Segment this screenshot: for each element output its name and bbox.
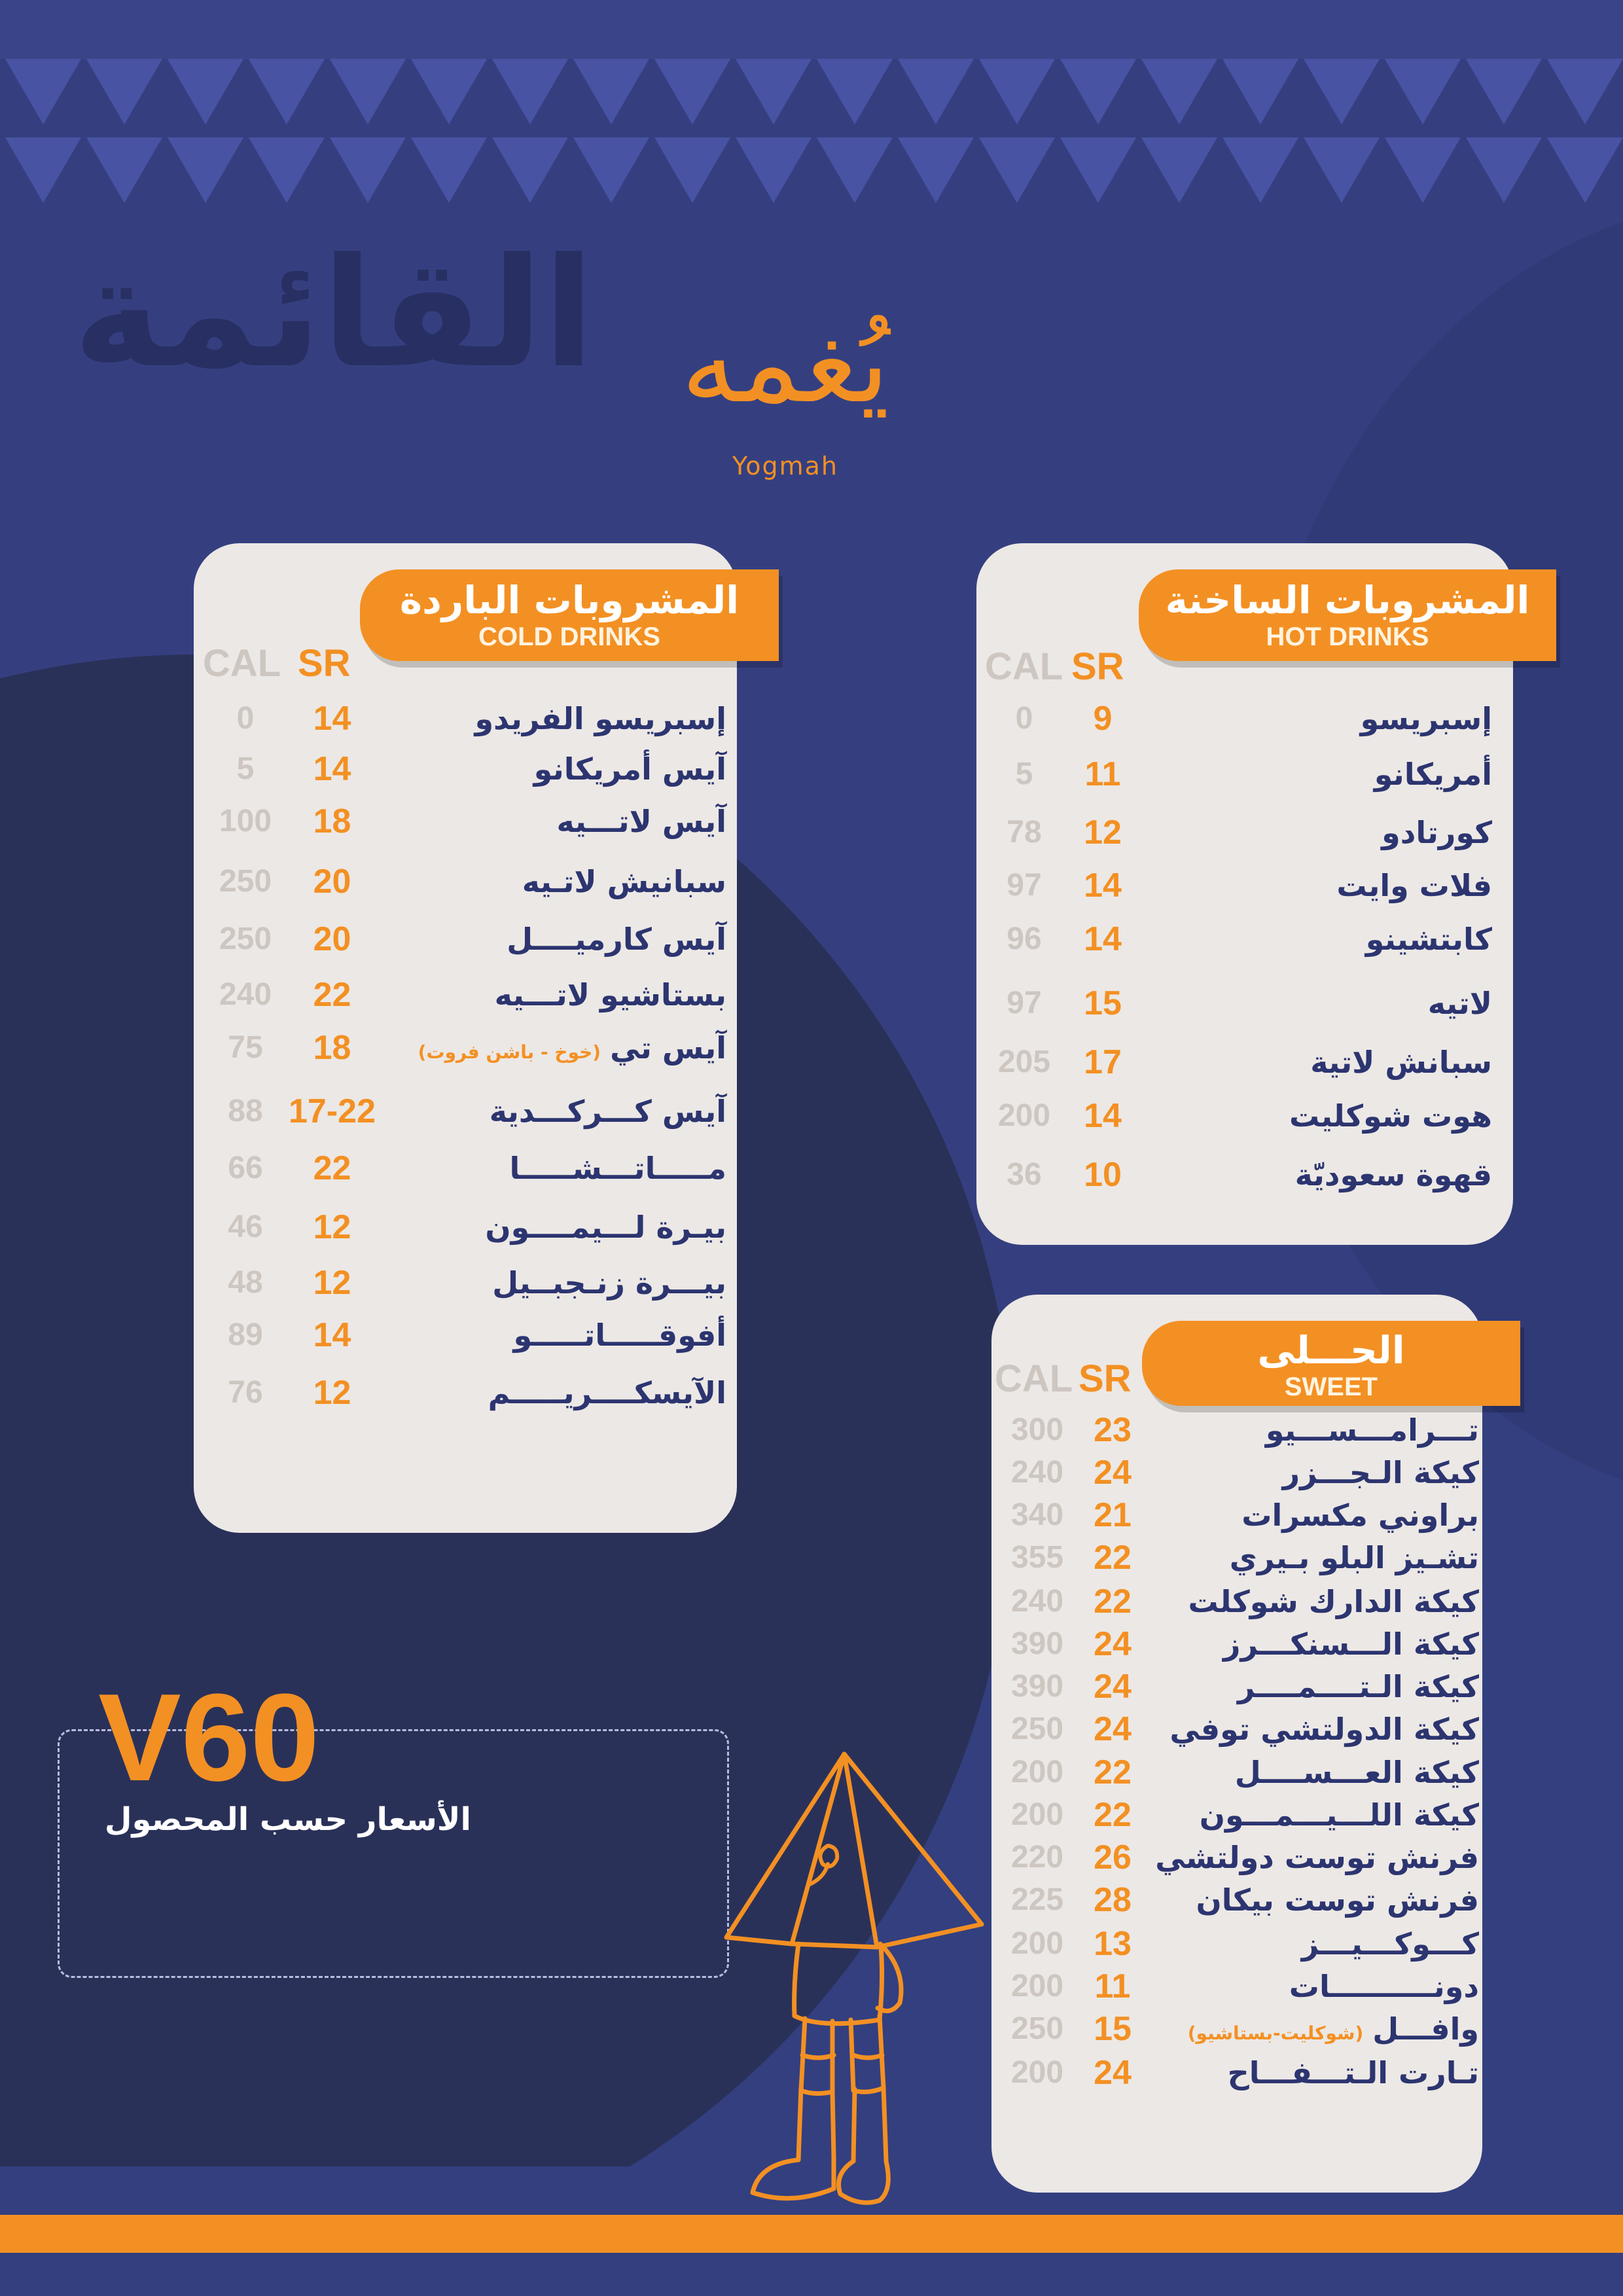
item-name-text: قهوة سعوديّة — [1294, 1157, 1492, 1193]
v60-subtitle: الأسعار حسب المحصول — [104, 1801, 471, 1838]
sweets-row — [995, 1835, 1479, 1880]
hot-drinks-row — [982, 1152, 1492, 1198]
item-name-text: كابتشينو — [1365, 922, 1492, 957]
item-calories: 200 — [1010, 1969, 1064, 2003]
item-name-text: لاتيه — [1427, 986, 1492, 1021]
triangle-shape — [1141, 59, 1217, 124]
hot-drinks-row — [982, 696, 1492, 742]
hot-sr-header: SR — [1071, 645, 1124, 688]
cold-drinks-row — [196, 1088, 726, 1134]
triangle-shape — [736, 59, 812, 124]
triangle-shape — [817, 59, 893, 124]
triangle-shape — [168, 137, 243, 203]
sweets-sr-header: SR — [1079, 1357, 1132, 1400]
item-price: 21 — [1094, 1496, 1132, 1534]
menu-title: القائمة — [73, 226, 595, 401]
item-price: 22 — [1094, 1753, 1132, 1791]
item-name — [1165, 863, 1492, 908]
item-price: 14 — [313, 1316, 351, 1354]
triangle-shape — [1222, 137, 1298, 203]
item-price: 23 — [1094, 1411, 1132, 1449]
item-name — [373, 1260, 726, 1306]
sweets-row — [995, 1535, 1479, 1581]
item-price: 17-22 — [289, 1092, 376, 1130]
item-calories: 220 — [1010, 1840, 1064, 1874]
item-calories: 66 — [228, 1151, 263, 1185]
cold-cal-header: CAL — [203, 642, 281, 685]
item-calories: 97 — [1007, 868, 1042, 903]
hot-drinks-title-ar: المشروبات الساخنة — [1165, 578, 1530, 622]
triangle-shape — [5, 137, 81, 203]
item-calories: 250 — [1010, 2011, 1064, 2046]
sweets-row — [995, 1664, 1479, 1710]
item-name — [1155, 1835, 1479, 1880]
item-name-text: آيس تي — [610, 1030, 726, 1066]
item-price: 14 — [1084, 920, 1122, 958]
hot-drinks-row — [982, 1093, 1492, 1139]
item-name — [1165, 2050, 1479, 2096]
item-name-text: أمريكانو — [1374, 757, 1492, 792]
item-name — [1165, 1407, 1479, 1453]
triangle-shape — [1060, 137, 1136, 203]
item-name — [1165, 1749, 1479, 1795]
item-calories: 240 — [1010, 1584, 1064, 1619]
item-name — [373, 916, 726, 962]
item-name-text: كورتادو — [1382, 815, 1492, 850]
sweets-row — [995, 1877, 1479, 1923]
sweets-tab — [1142, 1321, 1520, 1406]
logo-latin: Yogmah — [732, 452, 838, 480]
triangle-shape — [249, 137, 325, 203]
item-calories: 250 — [219, 922, 272, 956]
logo-arabic: يُغمه — [681, 298, 890, 428]
cold-drinks-row — [196, 1260, 726, 1306]
item-price: 15 — [1084, 984, 1122, 1022]
item-price: 12 — [313, 1208, 351, 1246]
triangle-shape — [86, 59, 162, 124]
item-name-text: بستاشيو لاتـــيه — [494, 977, 726, 1013]
item-name — [373, 1025, 726, 1075]
item-name-text: فرنش توست بيكان — [1196, 1882, 1479, 1918]
item-name — [1165, 1093, 1492, 1139]
cold-drinks-row — [196, 1312, 726, 1358]
item-calories: 96 — [1007, 922, 1042, 956]
cold-sr-header: SR — [298, 642, 351, 685]
item-name-text: آيس كـــركـــدية — [489, 1094, 726, 1129]
triangle-shape — [898, 137, 974, 203]
item-price: 17 — [1084, 1043, 1122, 1081]
cold-drinks-title-en: COLD DRINKS — [478, 622, 660, 651]
cold-drinks-row — [196, 1145, 726, 1191]
item-price: 9 — [1093, 700, 1113, 738]
hot-drinks-row — [982, 1039, 1492, 1085]
item-price: 12 — [313, 1374, 351, 1412]
item-price: 26 — [1094, 1839, 1132, 1876]
item-name — [1165, 2006, 1479, 2056]
triangle-shape — [573, 59, 649, 124]
item-name — [1165, 916, 1492, 962]
hot-drinks-row — [982, 863, 1492, 908]
item-name-text: مـــــاتـــشـــــا — [509, 1151, 726, 1186]
item-price: 10 — [1084, 1156, 1122, 1194]
item-price: 22 — [1094, 1796, 1132, 1834]
cold-drinks-row — [196, 746, 726, 792]
item-name — [1165, 1877, 1479, 1923]
item-calories: 340 — [1010, 1498, 1064, 1532]
item-calories: 0 — [1015, 701, 1033, 736]
triangle-shape — [86, 137, 162, 203]
item-calories: 100 — [219, 804, 272, 838]
triangle-shape — [979, 137, 1055, 203]
item-name-text: هوت شوكليت — [1289, 1098, 1492, 1134]
triangle-shape — [1060, 59, 1136, 124]
item-name-text: فرنش توست دولتشي — [1155, 1840, 1479, 1875]
orange-footer-band — [0, 2215, 1623, 2253]
triangle-shape — [492, 59, 568, 124]
item-price: 12 — [313, 1264, 351, 1302]
item-price: 15 — [1094, 2010, 1132, 2048]
triangle-shape — [1385, 59, 1461, 124]
item-price: 20 — [313, 920, 351, 958]
triangle-shape — [736, 137, 812, 203]
triangle-shape — [330, 59, 406, 124]
item-calories: 225 — [1010, 1882, 1064, 1917]
sweets-row — [995, 1407, 1479, 1453]
sweets-row — [995, 1621, 1479, 1667]
item-name-text: كيكة الـجـــزر — [1282, 1455, 1479, 1490]
item-price: 24 — [1094, 1668, 1132, 1706]
item-name-text: كيكة الدارك شوكلت — [1188, 1584, 1479, 1619]
triangle-shape — [411, 137, 487, 203]
item-price: 24 — [1094, 1625, 1132, 1663]
item-name-text: وافـــل — [1372, 2011, 1479, 2047]
pyramid-mascot-illustration-icon — [720, 1748, 995, 2219]
item-calories: 390 — [1010, 1626, 1064, 1661]
item-calories: 0 — [236, 701, 255, 736]
hot-drinks-row — [982, 980, 1492, 1026]
item-calories: 250 — [1010, 1712, 1064, 1746]
sweets-row — [995, 1749, 1479, 1795]
item-calories: 36 — [1007, 1157, 1042, 1192]
item-price: 22 — [1094, 1583, 1132, 1621]
item-price: 24 — [1094, 1454, 1132, 1492]
item-name-text: الآيسكــــريـــــم — [488, 1375, 726, 1410]
item-calories: 200 — [1010, 1755, 1064, 1789]
triangle-shape — [1547, 137, 1623, 203]
item-name — [1165, 1579, 1479, 1624]
item-calories: 89 — [228, 1318, 263, 1352]
item-price: 24 — [1094, 1710, 1132, 1748]
item-price: 13 — [1094, 1925, 1132, 1963]
item-price: 24 — [1094, 2054, 1132, 2092]
cold-drinks-title-ar: المشروبات الباردة — [399, 578, 740, 622]
cold-drinks-row — [196, 859, 726, 905]
sweets-cal-header: CAL — [995, 1357, 1073, 1400]
item-name — [1165, 1921, 1479, 1967]
item-name — [373, 1312, 726, 1358]
item-calories: 48 — [228, 1265, 263, 1300]
triangle-shape — [249, 59, 325, 124]
hot-drinks-tab — [1139, 569, 1556, 661]
triangle-shape — [5, 59, 81, 124]
item-name — [1165, 1664, 1479, 1710]
item-price: 22 — [313, 1149, 351, 1187]
triangle-shape — [1304, 59, 1380, 124]
item-price: 18 — [313, 1029, 351, 1067]
item-name — [1165, 810, 1492, 855]
item-name — [1165, 1792, 1479, 1838]
item-name-text: بيـرة لـــيمــــون — [485, 1210, 726, 1245]
item-price: 22 — [1094, 1539, 1132, 1577]
sweets-row — [995, 1450, 1479, 1496]
item-calories: 5 — [236, 751, 255, 786]
cold-drinks-row — [196, 1204, 726, 1250]
item-name — [1165, 1621, 1479, 1667]
sweets-row — [995, 1706, 1479, 1752]
item-name — [1165, 1039, 1492, 1085]
item-name — [1165, 1152, 1492, 1198]
item-calories: 240 — [1010, 1455, 1064, 1490]
item-price: 28 — [1094, 1881, 1132, 1919]
sweets-row — [995, 2006, 1479, 2052]
triangle-shape — [1466, 59, 1542, 124]
item-name-text: كـــوكـــيـــز — [1301, 1926, 1479, 1962]
item-name-text: آيس لاتـــيه — [556, 804, 726, 839]
triangle-shape — [979, 59, 1055, 124]
item-name-text: إسبريسو — [1360, 701, 1492, 736]
item-price: 11 — [1094, 1967, 1131, 2005]
item-name-text: كيكة الـــسنكـــرز — [1223, 1626, 1479, 1662]
cold-drinks-row — [196, 1370, 726, 1416]
item-name — [1165, 751, 1492, 797]
item-calories: 390 — [1010, 1669, 1064, 1704]
item-name — [1165, 1450, 1479, 1496]
triangle-shape — [1222, 59, 1298, 124]
hot-drinks-title-en: HOT DRINKS — [1266, 622, 1429, 651]
item-calories: 250 — [219, 864, 272, 899]
triangle-shape — [654, 137, 730, 203]
sweets-row — [995, 1579, 1479, 1624]
triangle-shape — [1547, 59, 1623, 124]
triangle-shape — [573, 137, 649, 203]
item-price: 22 — [313, 976, 351, 1014]
item-name — [373, 696, 726, 742]
sweets-row — [995, 1964, 1479, 2009]
triangle-shape — [1141, 137, 1217, 203]
item-name-text: فلات وايت — [1336, 868, 1492, 903]
item-name — [1165, 1535, 1479, 1581]
item-price: 18 — [313, 802, 351, 840]
cold-drinks-row — [196, 696, 726, 742]
item-name-text: تـــرامـــســـيو — [1265, 1412, 1479, 1448]
item-name-text: بيـــرة زنـجبــيل — [492, 1265, 726, 1300]
item-calories: 355 — [1010, 1540, 1064, 1575]
item-name-text: كيكة الـتــــمــــر — [1238, 1669, 1479, 1704]
item-calories: 200 — [1010, 2055, 1064, 2090]
triangle-shape — [330, 137, 406, 203]
sweets-title-en: SWEET — [1284, 1372, 1378, 1401]
cold-drinks-row — [196, 798, 726, 844]
item-name-text: آيس كارميــــل — [507, 922, 726, 957]
item-name-text: دونــــــــــات — [1289, 1969, 1479, 2004]
item-name-text: إسبريسو الفريدو — [474, 701, 726, 736]
hot-drinks-row — [982, 810, 1492, 855]
item-calories: 88 — [228, 1094, 263, 1128]
item-calories: 200 — [1010, 1797, 1064, 1832]
item-name-text: سبانش لاتية — [1310, 1045, 1492, 1080]
item-calories: 5 — [1015, 757, 1033, 791]
item-name — [373, 1145, 726, 1191]
item-calories: 97 — [1007, 986, 1042, 1020]
item-name — [373, 798, 726, 844]
triangle-shape — [492, 137, 568, 203]
item-calories: 300 — [1010, 1412, 1064, 1447]
item-name-text: آيس أمريكانو — [533, 751, 726, 787]
item-name — [1165, 696, 1492, 742]
item-calories: 46 — [228, 1210, 263, 1244]
item-name — [1165, 980, 1492, 1026]
v60-title: V60 — [98, 1668, 320, 1807]
item-name-text: كيكة اللـــيـــمـــون — [1199, 1797, 1479, 1833]
item-calories: 205 — [997, 1045, 1051, 1079]
cold-drinks-row — [196, 916, 726, 962]
item-name — [373, 1204, 726, 1250]
cold-drinks-tab — [360, 569, 779, 661]
item-name — [373, 746, 726, 792]
item-calories: 240 — [219, 977, 272, 1012]
item-price: 14 — [1084, 1097, 1122, 1135]
item-calories: 76 — [228, 1375, 263, 1410]
item-name-text: أفوقـــــاتـــــو — [513, 1318, 726, 1353]
triangle-shape — [817, 137, 893, 203]
hot-cal-header: CAL — [985, 645, 1063, 688]
item-price: 12 — [1084, 814, 1122, 852]
item-price: 14 — [313, 750, 351, 788]
hot-drinks-row — [982, 916, 1492, 962]
triangle-shape — [898, 59, 974, 124]
triangle-shape — [1466, 137, 1542, 203]
hot-drinks-row — [982, 751, 1492, 797]
item-name — [1165, 1964, 1479, 2009]
item-name — [373, 972, 726, 1018]
item-calories: 200 — [997, 1098, 1051, 1133]
item-name — [1165, 1706, 1479, 1752]
sweets-row — [995, 2050, 1479, 2096]
item-calories: 78 — [1007, 815, 1042, 850]
cold-drinks-row — [196, 972, 726, 1018]
item-calories: 200 — [1010, 1926, 1064, 1961]
cold-drinks-row — [196, 1025, 726, 1071]
item-note: (خوخ - باشن فروت) — [418, 1041, 601, 1063]
item-note: (شوكليت-بستاشيو) — [1187, 2022, 1364, 2044]
item-name — [373, 1088, 726, 1134]
item-name-text: تـارت الـتـــفـــاح — [1227, 2055, 1479, 2090]
item-price: 20 — [313, 863, 351, 901]
item-calories: 75 — [228, 1030, 263, 1065]
item-name-text: سبانيش لاتـيه — [522, 864, 726, 899]
triangle-pattern-icon — [0, 0, 1623, 216]
sweets-row — [995, 1792, 1479, 1838]
item-name-text: تشـيز البلو بـيري — [1229, 1540, 1479, 1575]
item-name-text: براوني مكسرات — [1241, 1498, 1479, 1533]
item-price: 14 — [313, 700, 351, 738]
triangle-shape — [1304, 137, 1380, 203]
triangle-shape — [654, 59, 730, 124]
item-name — [373, 859, 726, 905]
item-price: 14 — [1084, 867, 1122, 905]
item-name-text: كيكة الدولتشي توفي — [1169, 1712, 1479, 1747]
item-price: 11 — [1084, 755, 1121, 793]
item-name — [1165, 1492, 1479, 1538]
triangle-shape — [168, 59, 243, 124]
item-name — [373, 1370, 726, 1416]
triangle-shape — [411, 59, 487, 124]
sweets-row — [995, 1921, 1479, 1967]
sweets-row — [995, 1492, 1479, 1538]
item-name-text: كيكة العـــســــل — [1234, 1755, 1479, 1790]
sweets-title-ar: الحـــلى — [1257, 1328, 1405, 1372]
triangle-shape — [1385, 137, 1461, 203]
